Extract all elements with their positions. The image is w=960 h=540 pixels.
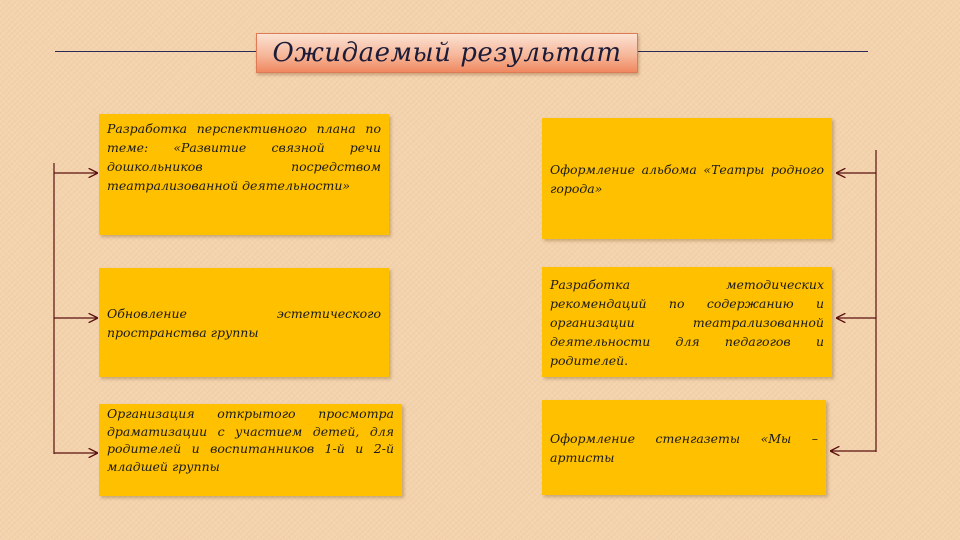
left-box-space-text: Обновление эстетического пространства группы xyxy=(107,305,381,340)
right-box-recommendations xyxy=(542,267,832,377)
left-box-show xyxy=(99,404,402,496)
slide-title: Ожидаемый результат xyxy=(256,33,638,73)
left-bracket xyxy=(54,163,97,454)
left-box-plan xyxy=(99,114,389,235)
left-box-space xyxy=(99,268,389,377)
right-box-recommendations-text: Разработка методических рекомендаций по содержанию и организации театрализованной деятельности для педагогов и родителей. xyxy=(550,276,824,368)
right-box-newspaper xyxy=(542,400,826,495)
right-bracket xyxy=(831,150,876,452)
right-box-album xyxy=(542,118,832,239)
right-box-newspaper-text: Оформление стенгазеты «Мы – артисты xyxy=(550,430,818,465)
left-box-show-text: Организация открытого просмотра драматизации с участием детей, для родителей и воспитанников 1-й и 2-й младшей группы xyxy=(107,406,394,474)
left-box-plan-text: Разработка перспективного плана по теме: «Развитие связной речи дошкольников посредством театрализованной деятельности» xyxy=(107,121,381,193)
right-box-album-text: Оформление альбома «Театры родного города» xyxy=(550,161,824,196)
